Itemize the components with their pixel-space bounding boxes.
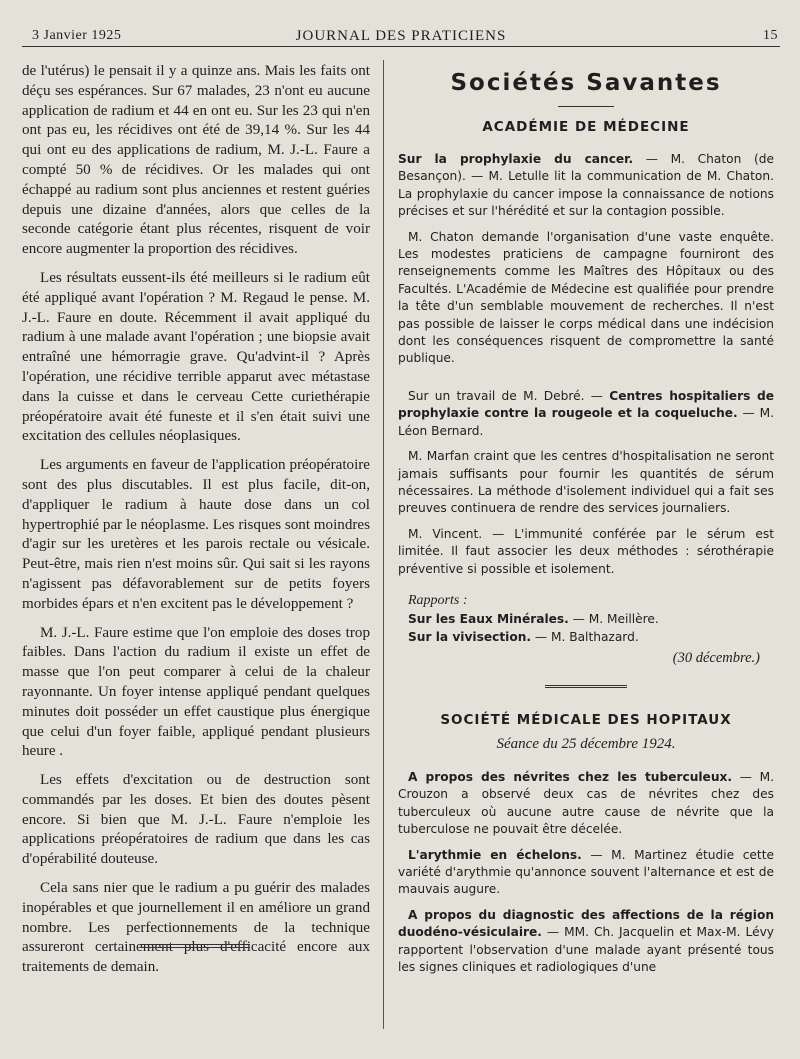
paragraph: M. Marfan craint que les centres d'hospitalisation ne seront jamais suffisants pour fournir les quantités de sérum nécessaires. La méthode d'isolement individuel qui a fait ses preuves continuera de rendre des services journaliers. [398, 449, 774, 516]
journal-title: JOURNAL DES PRATICIENS [295, 28, 507, 44]
column-divider [383, 60, 384, 1029]
rapport-title: Sur les Eaux Minérales. [408, 611, 569, 626]
paragraph: Cela sans nier que le radium a pu guérir des malades inopérables et que journellement il en améliore un grand nombre. Les perfectionnements de la technique assureront certainement plus d'efficacité encore aux traitements de demain. [22, 880, 370, 976]
entry-title: Centres hospitaliers de prophylaxie contre la rougeole et la coqueluche. [398, 388, 774, 421]
report-entry [398, 907, 774, 977]
entry-text: — MM. Ch. Jacquelin et Max-M. Lévy rapportent l'observation d'une malade ayant présenté tous les signes cliniques et radiologiques d'une [398, 925, 774, 974]
report-entry [398, 151, 774, 221]
entry-text: — M. Martinez étudie cette variété d'arythmie qu'annonce souvent l'alternance et est de mauvais augure. [398, 847, 774, 897]
entry-title: Sur la prophylaxie du cancer. [398, 152, 634, 166]
paragraph: Les résultats eussent-ils été meilleurs si le radium eût été appliqué avant l'opération ? M. Regaud le pense. M. J.-L. Faure en doute. Récemment il avait appliqué du radium à une malade avant l'opération ; une biopsie avait entraîné une hémorragie grave. Qu'advint-il ? Après l'opération, une récidive terrible apparut avec métastase dans la cuisse et dans le cerveau Cette curiethérapie préopératoire avait été funeste et il s'en était suivi une excitation des cellules néoplasiques. [22, 269, 370, 445]
entry-title: A propos des névrites chez les tuberculeux. [408, 769, 732, 784]
academie-heading: ACADÉMIE DE MÉDECINE [482, 119, 690, 135]
paragraph: M. Chaton demande l'organisation d'une vaste enquête. Les modestes praticiens de campagne fourniront des renseignements comme les Maîtres des Hôpitaux ou des Facultés. L'Académie de Médecine est qualifiée pour prendre la tête d'un semblable mouvement de recherches. Il n'est pas possible de laisser le corps médical dans une indécision dont les conséquences risquent de compromettre la santé publique. [398, 229, 774, 366]
end-of-article-rule [140, 944, 250, 950]
issue-date: 3 Janvier 1925 [32, 28, 122, 43]
rapport-author: — M. Meillère. [568, 611, 659, 626]
entry-pre: Sur un travail de M. Debré. — [408, 388, 610, 403]
rapports-label: Rapports : [408, 592, 468, 608]
page-header [22, 24, 780, 47]
societe-heading: SOCIÉTÉ MÉDICALE DES HOPITAUX [440, 711, 732, 728]
rapports-block [408, 592, 774, 646]
session-date: (30 décembre.) [672, 649, 760, 666]
entry-text: — M. Léon Bernard. [398, 406, 774, 438]
entry-title: A propos du diagnostic des affections de la région duodéno-vésiculaire. [398, 907, 774, 940]
rapport-title: Sur la vivisection. [408, 629, 532, 644]
paragraph: de l'utérus) le pensait il y a quinze ans. Mais les faits ont déçu ses espérances. Sur 67 malades, 23 n'ont eu aucune application de radium et 44 en ont eu. Sur les 23 qui n'en ont pas eu, les récidives ont été de 39,14 %. Sur les 44 qui ont eu des applications de radium, M. J.-L. Faure a compté 50 % de récidives. Or les malades qui ont échappé au radium sont plus anciennes et restent guéries depuis une dizaine d'années, alors que celles de la seconde catégorie étant plus récentes, risquent de voir encore augmenter la proportion des récidives. [22, 63, 370, 258]
left-column [22, 62, 370, 1045]
report-entry [398, 769, 774, 839]
rapport-item [408, 628, 774, 646]
report-entry [398, 847, 774, 899]
section-title: Sociétés Savantes [450, 70, 722, 96]
right-column [398, 62, 774, 1045]
paragraph: Les effets d'excitation ou de destruction sont commandés par les doses. Et bien des doutes pèsent encore. Si bien que M. J.-L. Faure n'emploie les applications préopératoires de radium que dans les cas d'opérabilité douteuse. [22, 772, 370, 868]
page-number: 15 [763, 28, 778, 43]
entry-text: — M. Chaton (de Besançon). — M. Letulle lit la communication de M. Chaton. La prophylaxie du cancer impose la connaissance de notions précises et sur l'hérédité et sur la contagion possible. [398, 152, 774, 219]
paragraph: M. J.-L. Faure estime que l'on emploie des doses trop faibles. Dans l'action du radium il existe un effet de masse que l'on peut comparer à celui de la chaleur rayonnante. Un foyer intense appliqué pendant quelques minutes doit posséder un effet caustique plus énergique que celui d'un foyer faible, appliqué pendant plusieurs heure . [22, 624, 370, 760]
rapport-author: — M. Balthazard. [531, 629, 639, 644]
rapport-item [408, 610, 774, 628]
entry-title: L'arythmie en échelons. [408, 847, 582, 862]
paragraph: M. Vincent. — L'immunité conférée par le sérum est limitée. Il faut associer les deux méthodes : sérothérapie préventive si possible et isolement. [398, 526, 774, 576]
title-rule [558, 106, 614, 107]
seance-date: Séance du 25 décembre 1924. [496, 735, 676, 752]
entry-text: — M. Crouzon a observé deux cas de névrites chez des tuberculeux où aucune autre cause de névrite que la tuberculose ne pouvait être décelée. [398, 769, 774, 837]
paragraph: Les arguments en faveur de l'application préopératoire sont des plus discutables. Il est plus facile, dit-on, d'appliquer le radium à haute dose dans un col hypertrophié par le néoplasme. Les risques sont moindres d'agir sur les uretères et les parois rectale ou vésicale. Peut-être, mais rien n'est moins sûr. Qui sait si les rayons n'agissent pas défavorablement sur de petits foyers morbides épars et n'en excitent pas le développement ? [22, 457, 370, 612]
report-entry [398, 388, 774, 440]
section-separator [545, 685, 627, 690]
